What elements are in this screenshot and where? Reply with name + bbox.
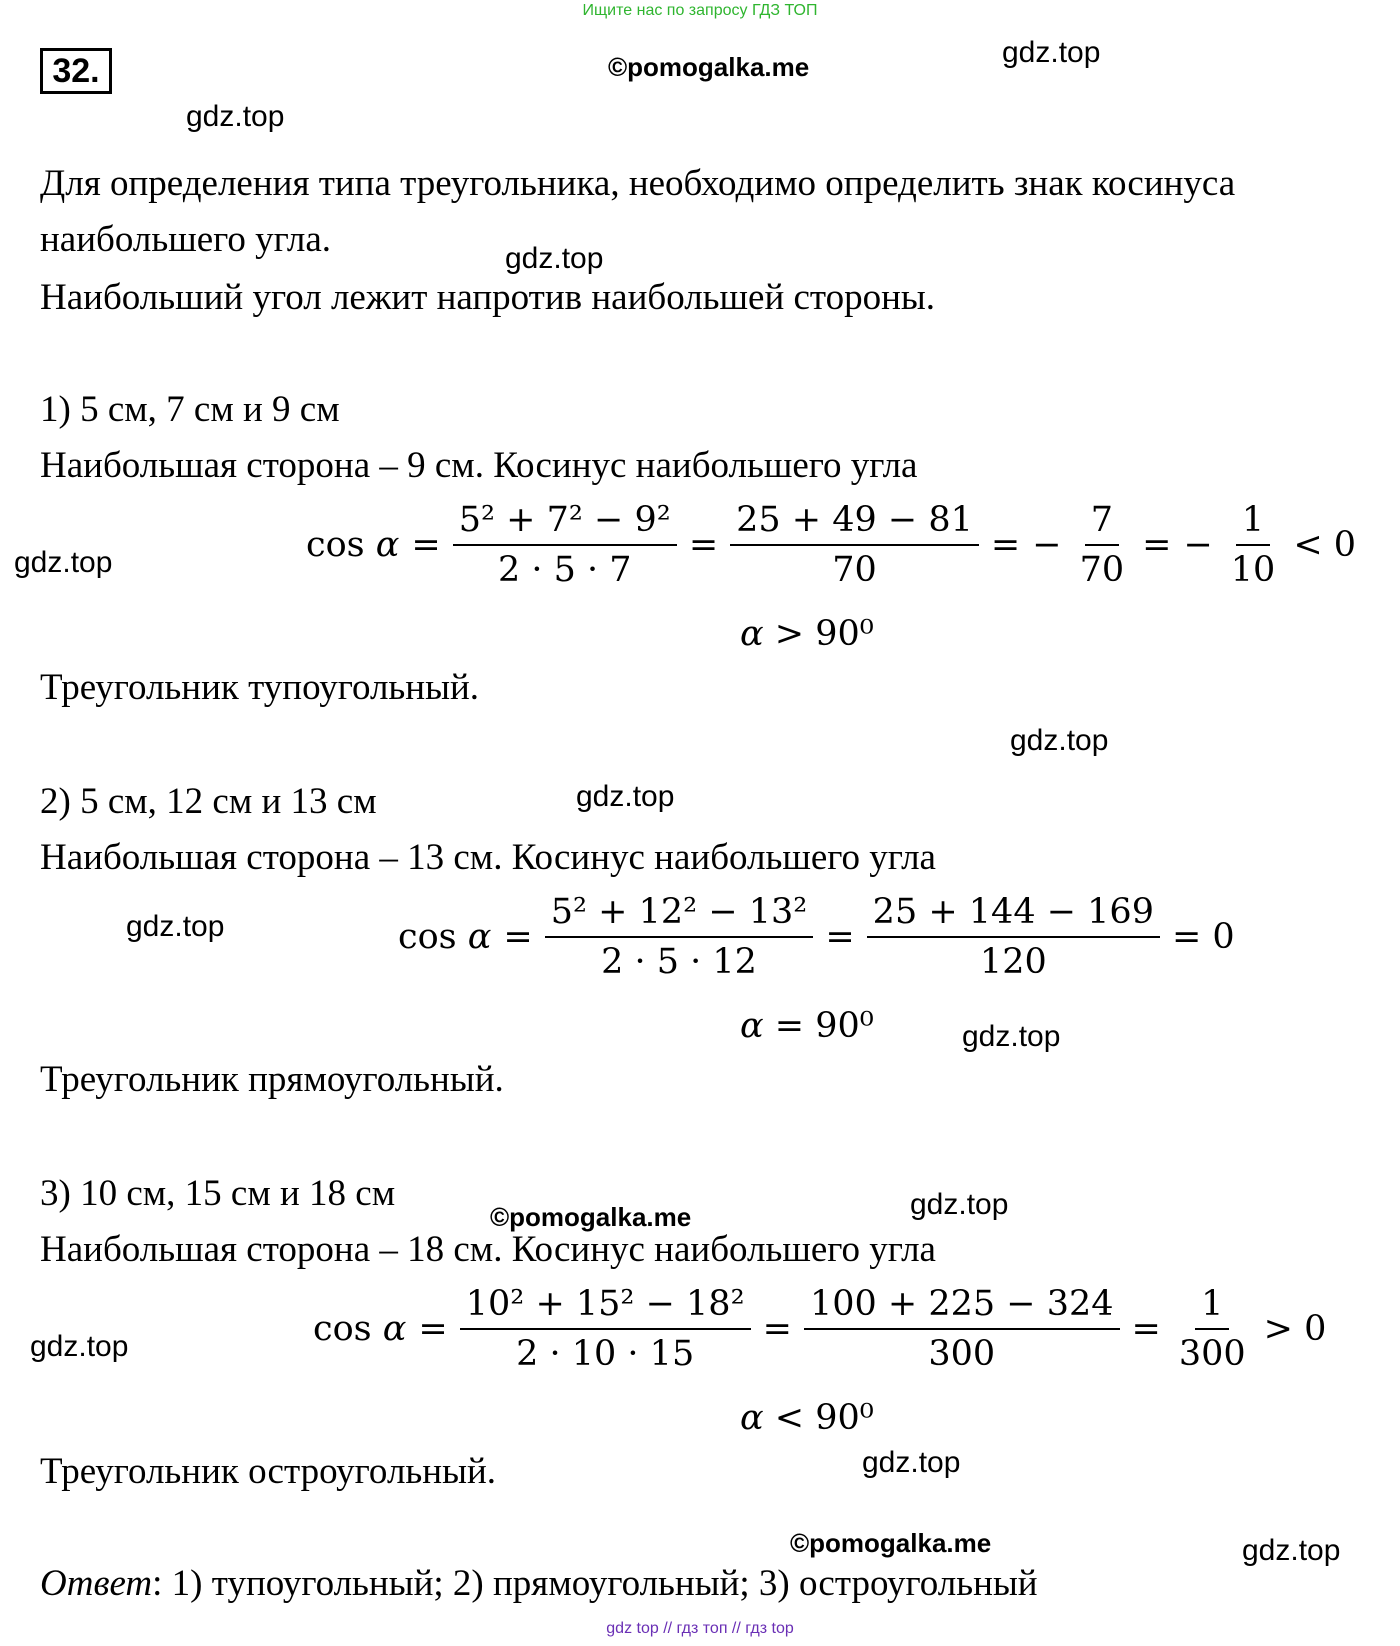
equals-sign: = bbox=[688, 525, 719, 565]
case3-heading: 3) 10 см, 15 см и 18 см bbox=[40, 1173, 396, 1214]
numerator: 25 + 49 − 81 bbox=[730, 500, 979, 546]
equals-sign: = bbox=[1131, 1309, 1161, 1349]
fraction bbox=[804, 1284, 1120, 1374]
watermark-gdz: gdz.top bbox=[862, 1446, 961, 1479]
minus-sign: − bbox=[1032, 525, 1062, 565]
case3-description: Наибольшая сторона – 18 см. Косинус наибольшего угла bbox=[40, 1229, 936, 1270]
cos-label: cos α bbox=[313, 1309, 407, 1349]
intro-line-2: наибольшего угла. bbox=[40, 219, 332, 260]
numerator: 7 bbox=[1085, 500, 1119, 546]
equals-sign: = bbox=[418, 1309, 448, 1349]
case3-angle: α < 90⁰ bbox=[740, 1398, 874, 1438]
case1-conclusion: Треугольник тупоугольный. bbox=[40, 667, 480, 708]
equals-sign: = bbox=[503, 917, 533, 957]
answer-text: : 1) тупоугольный; 2) прямоугольный; 3) остроугольный bbox=[152, 1563, 1038, 1604]
numerator: 1 bbox=[1195, 1284, 1229, 1330]
denominator: 300 bbox=[1178, 1334, 1246, 1374]
watermark-gdz: gdz.top bbox=[14, 546, 113, 579]
comparison: < 0 bbox=[1293, 525, 1357, 565]
watermark-pomogalka: ©pomogalka.me bbox=[608, 52, 810, 82]
equals-sign: = bbox=[411, 525, 441, 565]
equals-sign: = bbox=[990, 525, 1021, 565]
denominator: 300 bbox=[928, 1334, 996, 1374]
fraction bbox=[867, 892, 1160, 982]
intro-line-1: Для определения типа треугольника, необходимо определить знак косинуса bbox=[40, 163, 1236, 204]
equals-sign: = bbox=[1142, 525, 1172, 565]
equals-sign: = bbox=[825, 917, 855, 957]
cos-label: cos α bbox=[398, 917, 492, 957]
intro-line-3: Наибольший угол лежит напротив наибольшей стороны. bbox=[40, 277, 936, 318]
watermark-pomogalka: ©pomogalka.me bbox=[790, 1528, 992, 1558]
watermark-gdz: gdz.top bbox=[1002, 36, 1101, 69]
numerator: 5² + 12² − 13² bbox=[545, 892, 814, 938]
denominator: 2 · 5 · 12 bbox=[601, 942, 757, 982]
case2-description: Наибольшая сторона – 13 см. Косинус наибольшего угла bbox=[40, 837, 936, 878]
denominator: 70 bbox=[1079, 550, 1125, 590]
minus-sign: − bbox=[1183, 525, 1213, 565]
denominator: 70 bbox=[832, 550, 877, 590]
fraction bbox=[460, 1284, 751, 1374]
denominator: 2 · 5 · 7 bbox=[498, 550, 632, 590]
task-number: 32. bbox=[40, 48, 112, 94]
watermark-gdz: gdz.top bbox=[186, 100, 285, 133]
watermark-gdz: gdz.top bbox=[30, 1330, 129, 1363]
numerator: 1 bbox=[1236, 500, 1270, 546]
case1-heading: 1) 5 см, 7 см и 9 см bbox=[40, 389, 340, 430]
numerator: 10² + 15² − 18² bbox=[460, 1284, 751, 1330]
cos-label: cos α bbox=[306, 525, 400, 565]
watermark-gdz: gdz.top bbox=[962, 1020, 1061, 1053]
case2-conclusion: Треугольник прямоугольный. bbox=[40, 1059, 504, 1100]
fraction bbox=[730, 500, 979, 590]
case2-angle: α = 90⁰ bbox=[740, 1006, 874, 1046]
comparison: > 0 bbox=[1263, 1309, 1327, 1349]
numerator: 25 + 144 − 169 bbox=[867, 892, 1160, 938]
watermark-gdz: gdz.top bbox=[910, 1188, 1009, 1221]
fraction bbox=[453, 500, 677, 590]
denominator: 10 bbox=[1230, 550, 1276, 590]
fraction bbox=[1173, 1284, 1252, 1374]
case1-formula bbox=[306, 500, 1356, 590]
watermark-gdz: gdz.top bbox=[1242, 1534, 1341, 1567]
numerator: 100 + 225 − 324 bbox=[804, 1284, 1120, 1330]
answer-label: Ответ bbox=[40, 1563, 153, 1604]
watermark-gdz: gdz.top bbox=[576, 780, 675, 813]
case2-heading: 2) 5 см, 12 см и 13 см bbox=[40, 781, 377, 822]
case3-formula bbox=[313, 1284, 1326, 1374]
top-banner[interactable]: Ищите нас по запросу ГДЗ ТОП bbox=[582, 2, 818, 19]
fraction bbox=[545, 892, 814, 982]
answer bbox=[40, 1562, 1038, 1606]
case1-angle: α > 90⁰ bbox=[740, 614, 874, 654]
case2-formula bbox=[398, 892, 1235, 982]
numerator: 5² + 7² − 9² bbox=[453, 500, 677, 546]
watermark-pomogalka: ©pomogalka.me bbox=[490, 1202, 692, 1232]
case1-description: Наибольшая сторона – 9 см. Косинус наибольшего угла bbox=[40, 445, 918, 486]
watermark-gdz: gdz.top bbox=[126, 910, 225, 943]
fraction bbox=[1074, 500, 1131, 590]
footer-links[interactable]: gdz top // гдз топ // гдз top bbox=[606, 1620, 794, 1637]
denominator: 2 · 10 · 15 bbox=[516, 1334, 695, 1374]
equals-sign: = bbox=[762, 1309, 792, 1349]
fraction bbox=[1225, 500, 1282, 590]
comparison: = 0 bbox=[1171, 917, 1235, 957]
watermark-gdz: gdz.top bbox=[1010, 724, 1109, 757]
case3-conclusion: Треугольник остроугольный. bbox=[40, 1451, 496, 1492]
denominator: 120 bbox=[979, 942, 1047, 982]
watermark-gdz: gdz.top bbox=[505, 242, 604, 275]
